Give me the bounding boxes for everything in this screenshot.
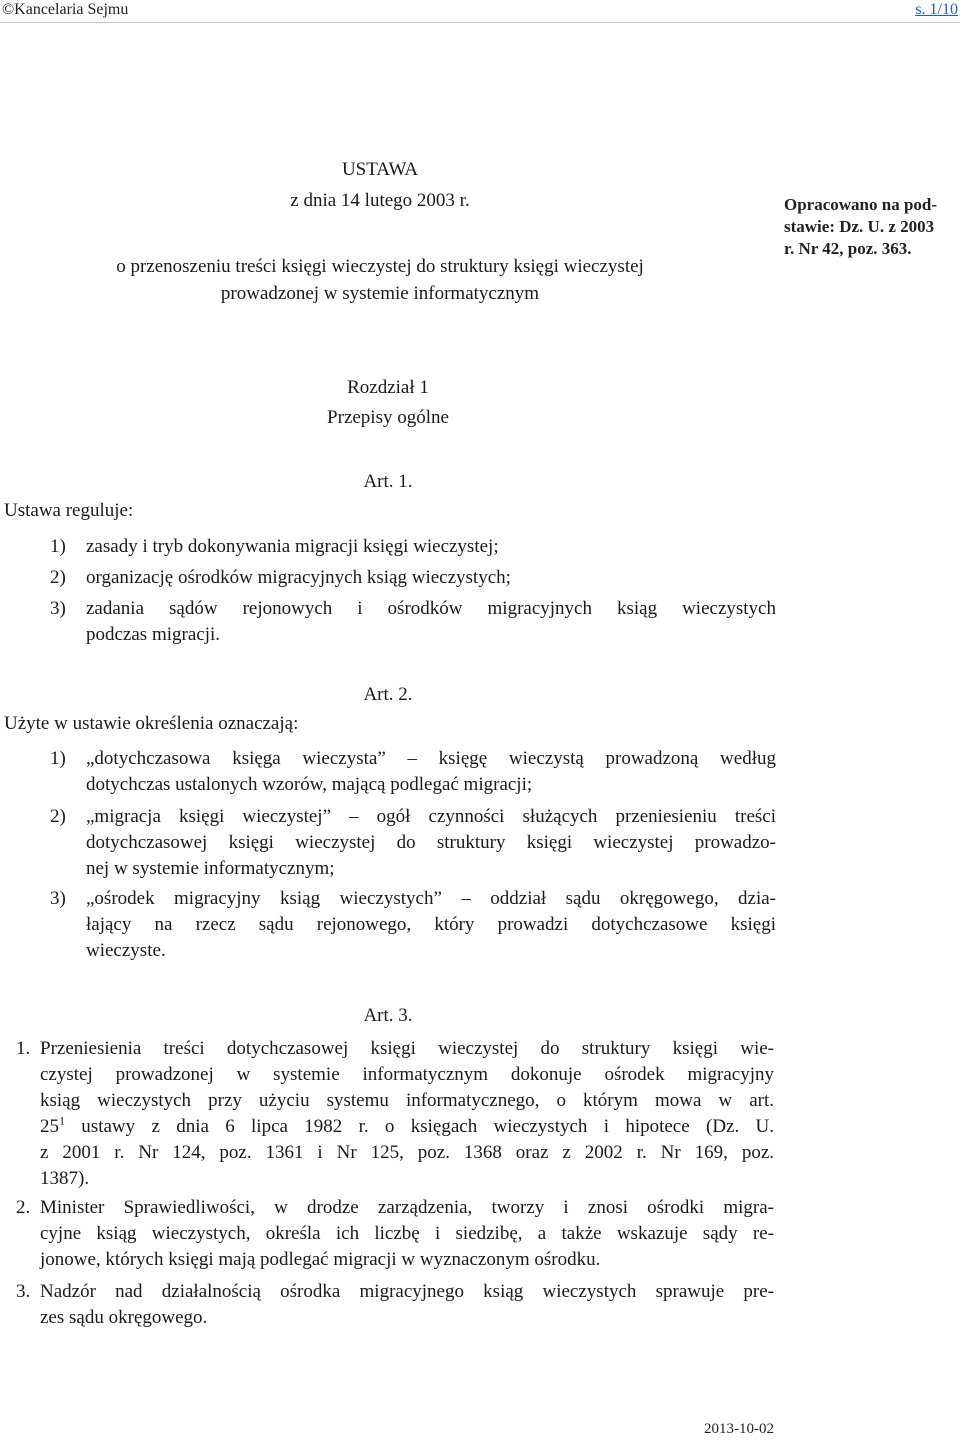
- list-item-number: 2): [50, 567, 66, 588]
- list-item: [50, 565, 776, 591]
- paragraph-line: 1387).: [40, 1168, 90, 1189]
- paragraph-number: 2.: [16, 1197, 31, 1218]
- list-item: [50, 596, 776, 648]
- list-item-number: 1): [50, 748, 66, 769]
- source-note-line-1: Opracowano na pod-: [784, 195, 938, 214]
- chapter-number: Rozdział 1: [347, 377, 429, 398]
- paragraph-number: 3.: [16, 1281, 31, 1302]
- paragraph-line: Przeniesienia treści dotychczasowej księgi wieczystej do struktury księgi wie-: [40, 1038, 774, 1059]
- source-note-line-3: r. Nr 42, poz. 363.: [784, 239, 912, 258]
- art-3-paragraph-1: [16, 1036, 774, 1192]
- paragraph-line: Nadzór nad działalnością ośrodka migracyjnego ksiąg wieczystych sprawuje pre-: [40, 1281, 774, 1302]
- paragraph-line: zes sądu okręgowego.: [40, 1307, 208, 1328]
- page-number-link[interactable]: s. 1/10: [915, 1, 958, 18]
- article-reference-superscript: 1: [59, 1113, 65, 1128]
- paragraph-number: 1.: [16, 1038, 31, 1059]
- paragraph-line-rest: ustawy z dnia 6 lipca 1982 r. o księgach wieczystych i hipotece (Dz. U.: [65, 1116, 774, 1137]
- art-2-heading: Art. 2.: [363, 684, 413, 705]
- art-3-heading: Art. 3.: [363, 1005, 413, 1026]
- list-item-line: zasady i tryb dokonywania migracji księgi wieczystej;: [86, 536, 499, 557]
- paragraph-line: cyjne ksiąg wieczystych, określa ich liczbę i siedzibę, a także wskazuje sądy re-: [40, 1223, 774, 1244]
- paragraph-line: Minister Sprawiedliwości, w drodze zarządzenia, tworzy i znosi ośrodki migra-: [40, 1197, 774, 1218]
- art-1-intro: Ustawa reguluje:: [4, 500, 134, 521]
- page-header: [0, 0, 960, 23]
- art-3-paragraph-2: [16, 1195, 774, 1273]
- list-item: [50, 886, 776, 964]
- art-3-paragraph-3: [16, 1279, 774, 1331]
- paragraph-line: ksiąg wieczystych przy użyciu systemu informatycznego, o którym mowa w art.: [40, 1090, 774, 1111]
- list-item: [50, 534, 776, 560]
- paragraph-line: jonowe, których księgi mają podlegać migracji w wyznaczonym ośrodku.: [40, 1249, 601, 1270]
- act-subject-line-1: o przenoszeniu treści księgi wieczystej do struktury księgi wieczystej: [116, 256, 644, 277]
- list-item-line: dotychczas ustalonych wzorów, mającą podlegać migracji;: [86, 774, 533, 795]
- list-item-number: 3): [50, 888, 66, 909]
- chapter-title: Przepisy ogólne: [327, 407, 449, 428]
- page-number: [915, 0, 958, 20]
- list-item-line: łający na rzecz sądu rejonowego, który prowadzi dotychczasowe księgi: [86, 914, 776, 935]
- art-2-intro: Użyte w ustawie określenia oznaczają:: [4, 713, 299, 734]
- source-note-line-2: stawie: Dz. U. z 2003: [784, 217, 935, 236]
- list-item-number: 3): [50, 598, 66, 619]
- paragraph-line: [40, 1114, 774, 1140]
- list-item-line: nej w systemie informatycznym;: [86, 858, 335, 879]
- list-item-line: „ośrodek migracyjny ksiąg wieczystych” – oddział sądu okręgowego, dzia-: [86, 888, 776, 909]
- article-reference: 25: [40, 1116, 59, 1137]
- act-date: z dnia 14 lutego 2003 r.: [290, 190, 470, 211]
- paragraph-line: czystej prowadzonej w systemie informatycznym dokonuje ośrodek migracyjny: [40, 1064, 774, 1085]
- list-item-line: podczas migracji.: [86, 624, 221, 645]
- list-item: [50, 804, 776, 882]
- act-subject-line-2: prowadzonej w systemie informatycznym: [220, 283, 540, 304]
- paragraph-line: z 2001 r. Nr 124, poz. 1361 i Nr 125, poz. 1368 oraz z 2002 r. Nr 169, poz.: [40, 1142, 774, 1163]
- list-item-line: organizację ośrodków migracyjnych ksiąg wieczystych;: [86, 567, 511, 588]
- list-item-line: wieczyste.: [86, 940, 166, 961]
- act-kind: USTAWA: [341, 159, 419, 180]
- list-item-line: „migracja księgi wieczystej” – ogół czynności służących przeniesieniu treści: [86, 806, 776, 827]
- list-item-number: 2): [50, 806, 66, 827]
- list-item-line: „dotychczasowa księga wieczysta” – księgę wieczystą prowadzoną według: [86, 748, 776, 769]
- list-item: [50, 746, 776, 798]
- list-item-number: 1): [50, 536, 66, 557]
- art-1-heading: Art. 1.: [363, 471, 413, 492]
- publisher-label: ©Kancelaria Sejmu: [2, 1, 129, 18]
- document-date: 2013-10-02: [704, 1421, 774, 1437]
- list-item-line: dotychczasowej księgi wieczystej do struktury księgi wieczystej prowadzo-: [86, 832, 776, 853]
- list-item-line: zadania sądów rejonowych i ośrodków migracyjnych ksiąg wieczystych: [86, 598, 776, 619]
